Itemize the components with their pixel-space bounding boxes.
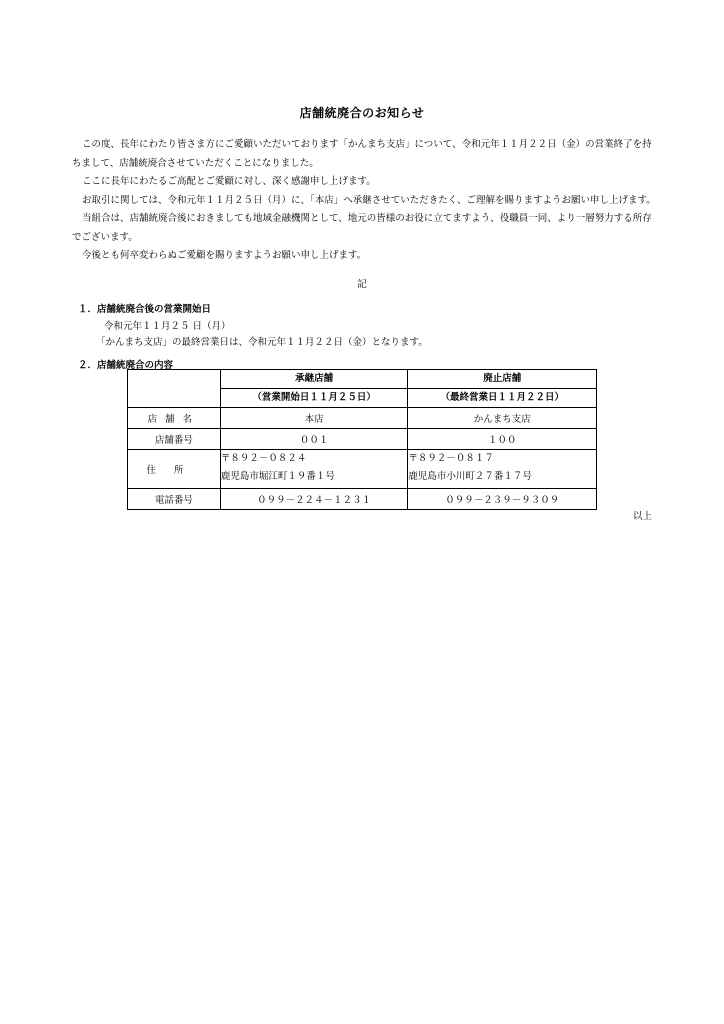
row-label-number: 店舗番号 xyxy=(128,429,221,450)
section1-note: 「かんまち支店」の最終営業日は、令和元年１１月２２日（金）となります。 xyxy=(96,337,428,348)
table-row xyxy=(128,489,597,510)
closed-address: 鹿児島市小川町２７番１７号 xyxy=(408,471,532,482)
store-table xyxy=(127,369,597,510)
section1-date: 令和元年１１月２５ 日（月） xyxy=(104,321,231,332)
closed-subheader: （最終営業日１１月２２日） xyxy=(408,389,597,408)
row-label-phone: 電話番号 xyxy=(128,489,221,510)
closed-address-cell xyxy=(408,450,597,489)
notice-body xyxy=(72,136,657,266)
successor-name: 本店 xyxy=(220,408,408,429)
table-row xyxy=(128,429,597,450)
paragraph: 今後とも何卒変わらぬご愛顧を賜りますようお願い申し上げます。 xyxy=(82,250,367,261)
closed-phone: ０９９－２３９－９３０９ xyxy=(408,489,597,510)
row-label-address: 住所 xyxy=(128,450,221,489)
closing-mark: 以上 xyxy=(632,511,652,522)
successor-header: 承継店舗 xyxy=(220,370,408,389)
closed-number: １００ xyxy=(408,429,597,450)
successor-subheader: （営業開始日１１月２５日） xyxy=(220,389,408,408)
page-title: 店舗統廃合のお知らせ xyxy=(299,106,425,120)
row-label-name: 店舗名 xyxy=(128,408,221,429)
ki-marker: 記 xyxy=(357,279,367,290)
table-row xyxy=(128,450,597,489)
paragraph: ここに長年にわたるご高配とご愛顧に対し、深く感謝申し上げます。 xyxy=(82,176,376,187)
closed-postal: 〒８９２－０８１７ xyxy=(408,453,494,464)
paragraph: お取引に関しては、令和元年１１月２５日（月）に、「本店」へ承継させていただきたく、ご理解を賜りますようお願い申し上げます。 xyxy=(82,194,656,206)
closed-name: かんまち支店 xyxy=(408,408,597,429)
successor-address-cell xyxy=(220,450,408,489)
table-row xyxy=(128,408,597,429)
closed-header: 廃止店舗 xyxy=(408,370,597,389)
successor-address: 鹿児島市堀江町１９番１号 xyxy=(220,471,335,482)
table-header-row xyxy=(128,370,597,389)
successor-postal: 〒８９２－０８２４ xyxy=(220,453,307,464)
section2-heading: ２．店舗統廃合の内容 xyxy=(78,360,174,371)
paragraph: この度、長年にわたり皆さま方にご愛顧いただいております「かんまち支店」について、令和元年１１月２２日（金）の営業終了を持ちまして、店舗統廃合させていただくことになりました。 xyxy=(72,139,652,169)
table-corner-cell xyxy=(128,370,221,408)
section1-heading: １．店舗統廃合後の営業開始日 xyxy=(78,304,212,315)
paragraph: 当組合は、店舗統廃合後におきましても地域金融機関として、地元の皆様のお役に立てますよう、役職員一同、より一層努力する所存でございます。 xyxy=(72,213,652,243)
successor-phone: ０９９－２２４－１２３１ xyxy=(220,489,408,510)
successor-number: ００１ xyxy=(220,429,408,450)
